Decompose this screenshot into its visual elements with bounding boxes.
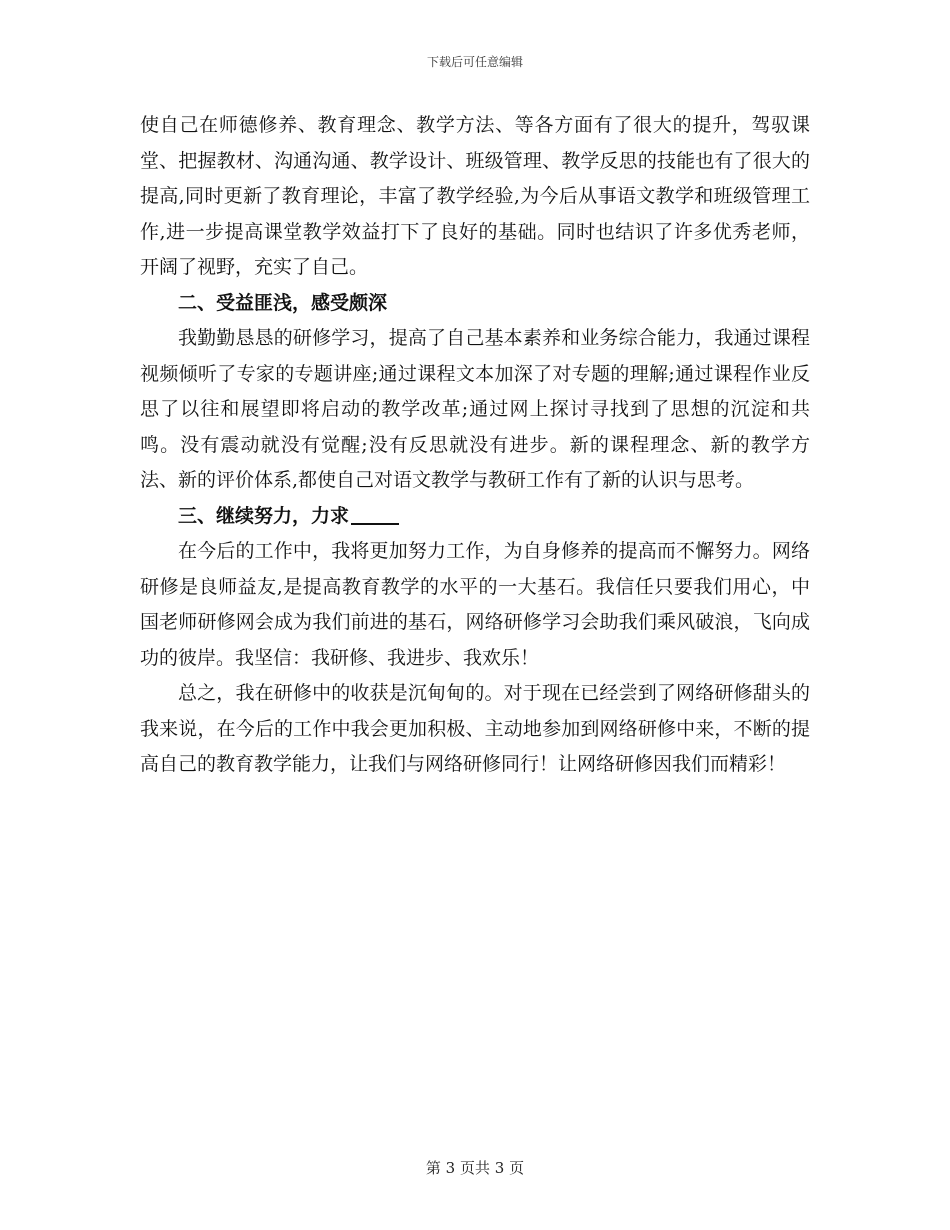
paragraph-1: 使自己在师德修养、教育理念、教学方法、等各方面有了很大的提升，驾驭课堂、把握教材、沟通沟通、教学设计、班级管理、教学反思的技能也有了很大的提高,同时更新了教育理论，丰富了教学经验,为今后从事语文教学和班级管理工作,进一步提高课堂教学效益打下了良好的基础。同时也结识了许多优秀老师，开阔了视野，充实了自己。 [140, 114, 810, 278]
section-heading-3-text: 三、继续努力，力求 [178, 504, 350, 527]
paragraph-3: 在今后的工作中，我将更加努力工作，为自身修养的提高而不懈努力。网络研修是良师益友,是提高教育教学的水平的一大基石。我信任只要我们用心，中国老师研修网会成为我们前进的基石，网络研修学习会助我们乘风破浪，飞向成功的彼岸。我坚信：我研修、我进步、我欢乐！ [140, 540, 810, 669]
page-footer: 第 3 页共 3 页 [425, 1159, 525, 1177]
page-header: 下载后可任意编辑 [426, 55, 523, 69]
section-heading-2: 二、受益匪浅，感受颇深 [178, 291, 388, 314]
fill-in-blank [351, 503, 399, 525]
section-heading-3 [140, 499, 810, 535]
paragraph-2: 我勤勤恳恳的研修学习，提高了自己基本素养和业务综合能力，我通过课程视频倾听了专家的专题讲座;通过课程文本加深了对专题的理解;通过课程作业反思了以往和展望即将启动的教学改革;通过网上探讨寻找到了思想的沉淀和共鸣。没有震动就没有觉醒;没有反思就没有进步。新的课程理念、新的教学方法、新的评价体系,都使自己对语文教学与教研工作有了新的认识与思考。 [140, 327, 810, 491]
paragraph-4: 总之，我在研修中的收获是沉甸甸的。对于现在已经尝到了网络研修甜头的我来说，在今后的工作中我会更加积极、主动地参加到网络研修中来，不断的提高自己的教育教学能力，让我们与网络研修同行！让网络研修因我们而精彩！ [140, 682, 810, 775]
document-body [140, 108, 810, 783]
